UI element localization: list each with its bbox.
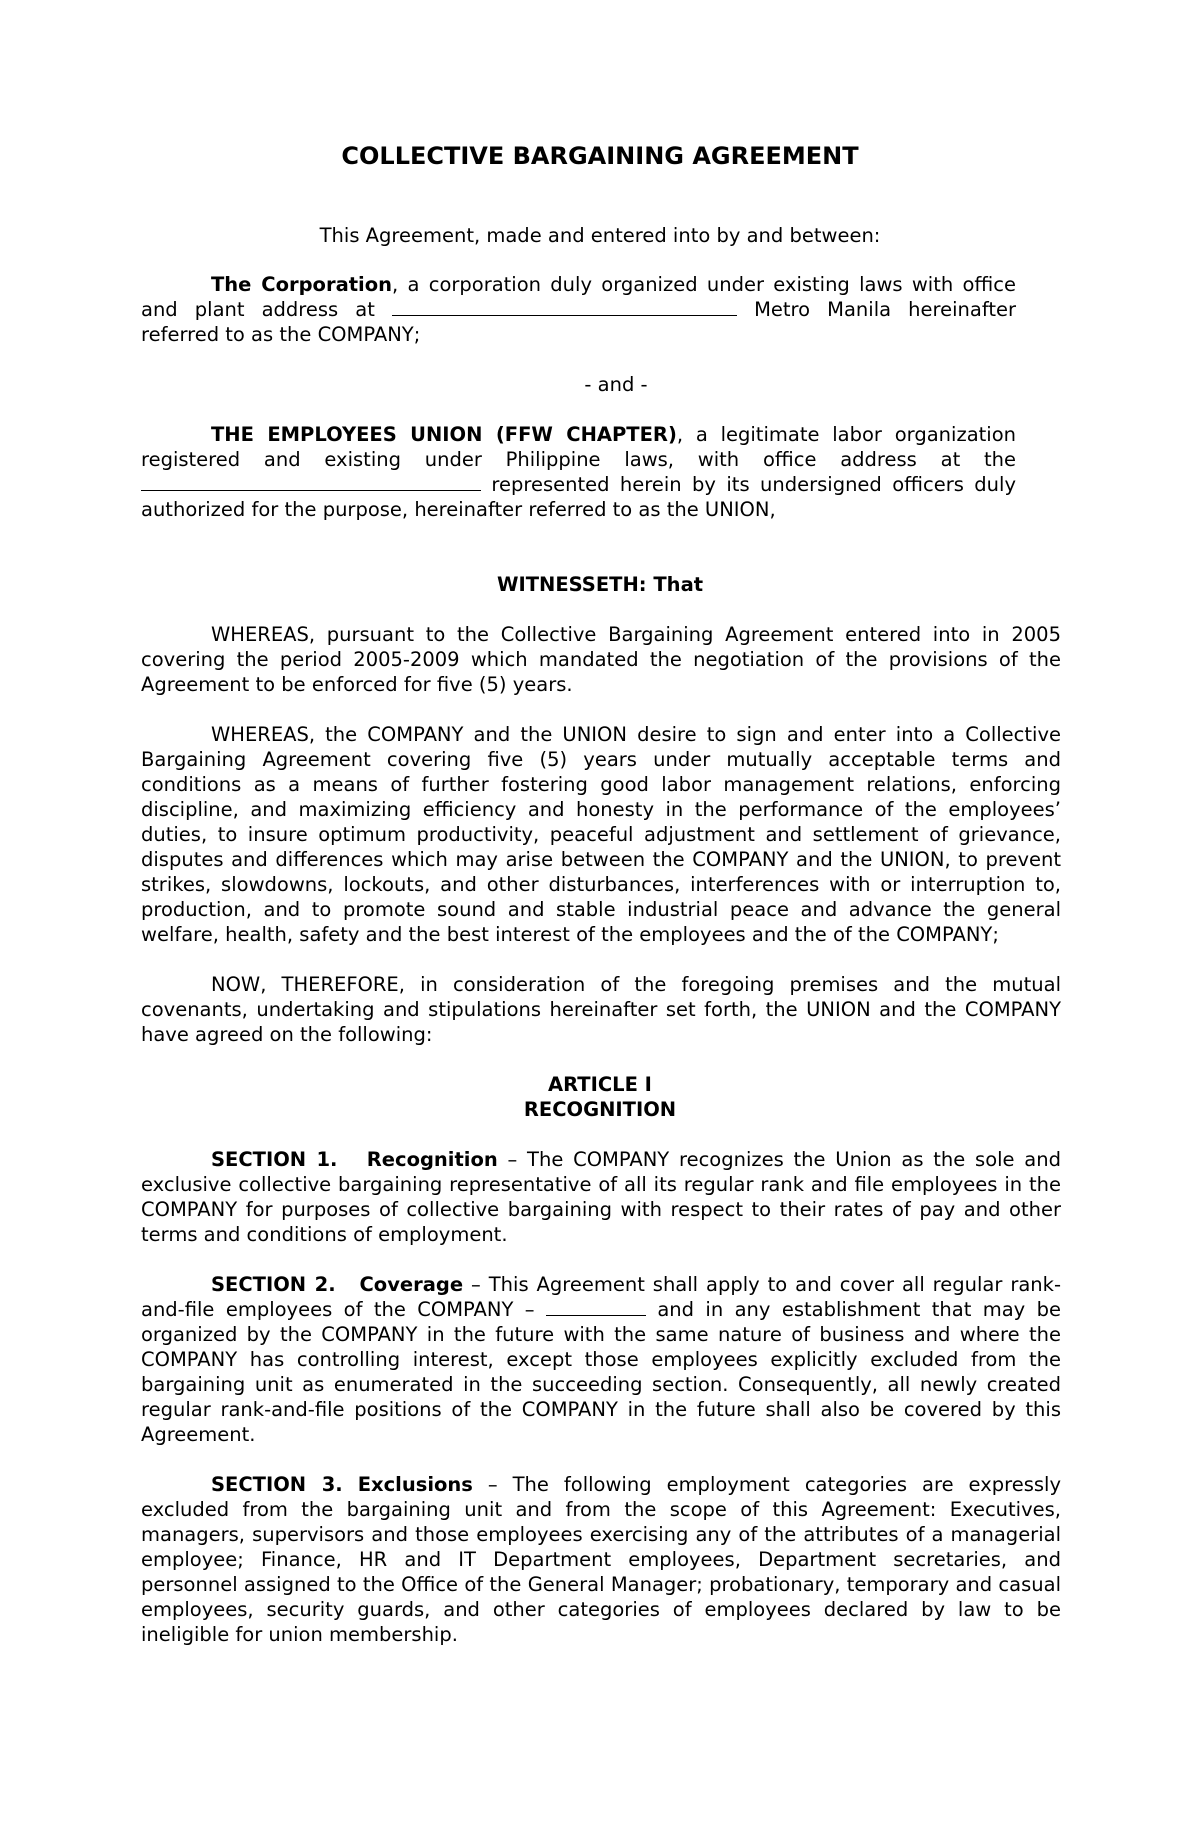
- union-description-cont: represented herein by its undersigned officers duly authorized for the purpose, hereinafter referred to as the UNION,: [141, 473, 1017, 521]
- now-therefore-paragraph: NOW, THEREFORE, in consideration of the foregoing premises and the mutual covenants, undertaking and stipulations hereinafter set forth, the UNION and the COMPANY have agreed on the following:: [141, 973, 1061, 1046]
- section-3-heading: Exclusions: [357, 1473, 473, 1496]
- union-address-blank-line: [141, 472, 481, 491]
- company-name: The Corporation: [211, 273, 393, 296]
- section-3: [141, 1472, 1061, 1647]
- section-2-heading: Coverage: [359, 1273, 464, 1296]
- article-title: RECOGNITION: [523, 1098, 677, 1121]
- section-1-label: SECTION 1.: [211, 1148, 338, 1171]
- address-blank-line: [392, 297, 737, 316]
- whereas-paragraph-1: WHEREAS, pursuant to the Collective Bargaining Agreement entered into in 2005 covering the period 2005-2009 which mandated the negotiation of the provisions of the Agreement to be enforced for five (5) years.: [141, 623, 1061, 696]
- section-1-text: – The COMPANY recognizes the Union as the sole and exclusive collective bargaining representative of all its regular rank and file employees in the COMPANY for purposes of collective bargaining with respect to their rates of pay and other terms and conditions of employment.: [141, 1148, 1061, 1246]
- intro-line: This Agreement, made and entered into by and between:: [319, 224, 881, 247]
- whereas-paragraph-2: WHEREAS, the COMPANY and the UNION desire to sign and enter into a Collective Bargaining Agreement covering five (5) years under mutually acceptable terms and conditions as a means of further fostering good labor management relations, enforcing discipline, and maximizing efficiency and honesty in the performance of the employees’ duties, to insure optimum productivity, peaceful adjustment and settlement of grievance, disputes and differences which may arise between the COMPANY and the UNION, to prevent strikes, slowdowns, lockouts, and other disturbances, interferences with or interruption to, production, and to promote sound and stable industrial peace and advance the general welfare, health, safety and the best interest of the employees and the of the COMPANY;: [141, 723, 1061, 946]
- and-separator: - and -: [584, 373, 648, 396]
- section-2-label: SECTION 2.: [211, 1273, 336, 1296]
- section-1-heading: Recognition: [366, 1148, 498, 1171]
- union-description: , a legitimate labor organization registered and existing under Philippine laws, with office address at the: [141, 423, 1016, 471]
- union-name: THE EMPLOYEES UNION (FFW CHAPTER): [211, 423, 677, 446]
- party-company: [141, 272, 1016, 347]
- document-title: COLLECTIVE BARGAINING AGREEMENT: [341, 142, 859, 170]
- section-2-text-cont: and in any establishment that may be organized by the COMPANY in the future with the same nature of business and where the COMPANY has controlling interest, except those employees explicitly excluded from the bargaining unit as enumerated in the succeeding section. Consequently, all newly created regular rank-and-file positions of the COMPANY in the future shall also be covered by this Agreement.: [141, 1298, 1061, 1446]
- section-2: [141, 1272, 1061, 1447]
- section-3-text: – The following employment categories are expressly excluded from the bargaining unit and from the scope of this Agreement: Executives, managers, supervisors and those employees exercising any of the attributes of a managerial employee; Finance, HR and IT Department employees, Department secretaries, and personnel assigned to the Office of the General Manager; probationary, temporary and casual employees, security guards, and other categories of employees declared by law to be ineligible for union membership.: [141, 1473, 1061, 1646]
- witnesseth-heading: WITNESSETH: That: [496, 573, 704, 596]
- section-3-label: SECTION 3.: [211, 1473, 343, 1496]
- article-number: ARTICLE I: [548, 1073, 652, 1096]
- section-2-text: – This Agreement shall apply to and cover all regular rank-and-file employees of the COMPANY –: [141, 1273, 1061, 1321]
- coverage-blank-line: [546, 1297, 646, 1316]
- party-union: [141, 422, 1016, 522]
- company-description-cont: Metro Manila hereinafter referred to as the COMPANY;: [141, 298, 1016, 346]
- section-1: [141, 1147, 1061, 1247]
- company-description: , a corporation duly organized under existing laws with office and plant address at: [141, 273, 1016, 321]
